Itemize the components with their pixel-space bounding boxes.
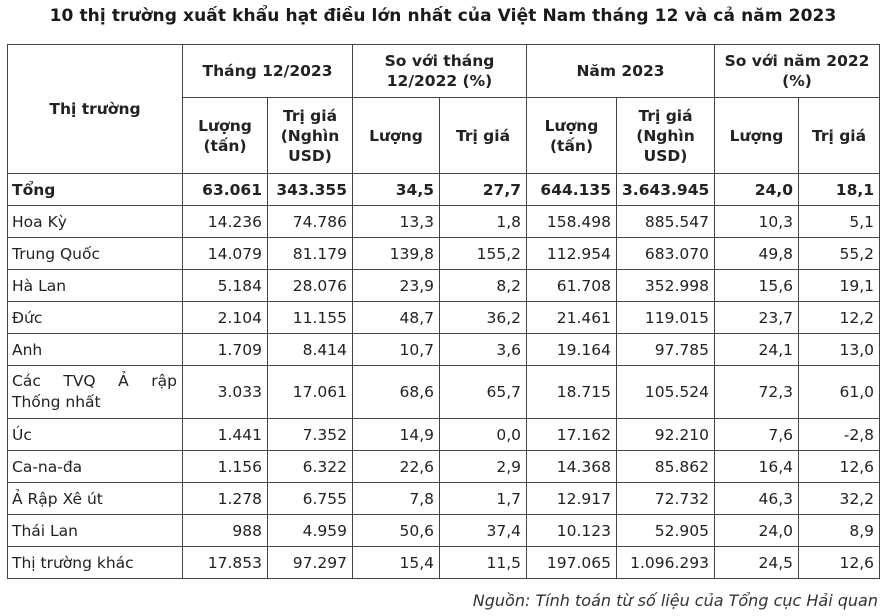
cell-market: Ả Rập Xê út [8,483,183,515]
cell-month-qty: 1.278 [183,483,268,515]
cell-vs-year-qty: 24,1 [715,334,799,366]
cell-vs-month-value: 8,2 [440,270,527,302]
header-month: Tháng 12/2023 [183,45,353,98]
cell-vs-year-value: 61,0 [799,366,880,419]
cell-vs-month-value: 155,2 [440,238,527,270]
table-row [8,419,880,451]
cell-month-value: 6.322 [268,451,353,483]
cell-vs-year-qty: 24,0 [715,515,799,547]
header-month-qty: Lượng (tấn) [183,98,268,174]
table-row [8,270,880,302]
cell-month-qty: 14.079 [183,238,268,270]
cell-vs-month-value: 65,7 [440,366,527,419]
cell-vs-year-qty: 24,0 [715,174,799,206]
cell-vs-year-value: 12,6 [799,547,880,579]
cell-month-qty: 1.156 [183,451,268,483]
cell-year-value: 52.905 [617,515,715,547]
header-vs-year-qty: Lượng [715,98,799,174]
cell-year-value: 1.096.293 [617,547,715,579]
cell-month-qty: 17.853 [183,547,268,579]
cell-vs-year-value: 12,2 [799,302,880,334]
cell-year-qty: 19.164 [527,334,617,366]
cell-vs-month-qty: 50,6 [353,515,440,547]
cell-market: Tổng [8,174,183,206]
cell-month-value: 8.414 [268,334,353,366]
cell-vs-month-qty: 7,8 [353,483,440,515]
table-row [8,483,880,515]
cell-vs-month-value: 11,5 [440,547,527,579]
page-title: 10 thị trường xuất khẩu hạt điều lớn nhất của Việt Nam tháng 12 và cả năm 2023 [49,6,837,26]
cell-vs-year-qty: 49,8 [715,238,799,270]
cell-year-value: 352.998 [617,270,715,302]
table-row [8,206,880,238]
cell-year-qty: 18.715 [527,366,617,419]
cell-vs-month-qty: 48,7 [353,302,440,334]
cell-market: Ca-na-đa [8,451,183,483]
cell-year-value: 885.547 [617,206,715,238]
cell-month-qty: 1.441 [183,419,268,451]
cell-vs-month-value: 2,9 [440,451,527,483]
cell-market: Trung Quốc [8,238,183,270]
table-row [8,302,880,334]
cell-year-qty: 197.065 [527,547,617,579]
table-row [8,238,880,270]
header-vs-month-qty: Lượng [353,98,440,174]
cell-vs-month-qty: 139,8 [353,238,440,270]
cell-vs-month-qty: 23,9 [353,270,440,302]
cell-month-qty: 2.104 [183,302,268,334]
cell-vs-year-value: 55,2 [799,238,880,270]
cell-vs-year-qty: 23,7 [715,302,799,334]
cell-month-value: 11.155 [268,302,353,334]
export-table [7,44,880,579]
cell-month-value: 343.355 [268,174,353,206]
cell-vs-month-value: 0,0 [440,419,527,451]
cell-month-value: 17.061 [268,366,353,419]
table-row [8,547,880,579]
header-market: Thị trường [8,45,183,174]
cell-month-value: 4.959 [268,515,353,547]
header-vs-year: So với năm 2022 (%) [715,45,880,98]
cell-vs-year-value: 13,0 [799,334,880,366]
header-vs-month-value: Trị giá [440,98,527,174]
cell-market: Đức [8,302,183,334]
cell-month-value: 74.786 [268,206,353,238]
cell-year-value: 3.643.945 [617,174,715,206]
cell-month-qty: 988 [183,515,268,547]
cell-vs-month-value: 36,2 [440,302,527,334]
cell-vs-month-value: 1,7 [440,483,527,515]
cell-year-value: 97.785 [617,334,715,366]
cell-vs-month-value: 37,4 [440,515,527,547]
cell-year-qty: 10.123 [527,515,617,547]
cell-month-value: 7.352 [268,419,353,451]
cell-market: Anh [8,334,183,366]
header-row-1 [8,45,880,98]
cell-year-value: 683.070 [617,238,715,270]
cell-month-value: 97.297 [268,547,353,579]
cell-vs-month-qty: 13,3 [353,206,440,238]
cell-market: Hoa Kỳ [8,206,183,238]
cell-vs-month-qty: 22,6 [353,451,440,483]
cell-vs-month-value: 3,6 [440,334,527,366]
cell-vs-year-value: 5,1 [799,206,880,238]
source-note: Nguồn: Tính toán từ số liệu của Tổng cục Hải quan [472,591,878,610]
cell-vs-year-qty: 16,4 [715,451,799,483]
cell-month-qty: 14.236 [183,206,268,238]
cell-vs-year-value: 18,1 [799,174,880,206]
cell-year-value: 72.732 [617,483,715,515]
cell-month-qty: 1.709 [183,334,268,366]
cell-month-value: 81.179 [268,238,353,270]
header-month-value: Trị giá (Nghìn USD) [268,98,353,174]
table-row [8,451,880,483]
cell-month-qty: 5.184 [183,270,268,302]
cell-vs-year-qty: 72,3 [715,366,799,419]
cell-month-qty: 63.061 [183,174,268,206]
cell-year-value: 105.524 [617,366,715,419]
cell-vs-year-qty: 24,5 [715,547,799,579]
cell-vs-month-value: 27,7 [440,174,527,206]
header-vs-month: So với tháng 12/2022 (%) [353,45,527,98]
cell-vs-month-qty: 15,4 [353,547,440,579]
table-row-total [8,174,880,206]
cell-vs-year-qty: 15,6 [715,270,799,302]
cell-year-qty: 112.954 [527,238,617,270]
table-row [8,515,880,547]
cell-vs-year-value: -2,8 [799,419,880,451]
cell-vs-year-value: 12,6 [799,451,880,483]
cell-year-qty: 12.917 [527,483,617,515]
cell-year-value: 92.210 [617,419,715,451]
cell-month-value: 28.076 [268,270,353,302]
cell-market: Úc [8,419,183,451]
cell-month-qty: 3.033 [183,366,268,419]
cell-vs-month-qty: 10,7 [353,334,440,366]
cell-market: Thái Lan [8,515,183,547]
cell-vs-month-qty: 14,9 [353,419,440,451]
cell-market: Các TVQ Ả rập Thống nhất [8,366,183,419]
cell-year-value: 85.862 [617,451,715,483]
header-year-value: Trị giá (Nghìn USD) [617,98,715,174]
cell-year-qty: 644.135 [527,174,617,206]
table-row [8,366,880,419]
cell-vs-month-value: 1,8 [440,206,527,238]
cell-vs-year-qty: 10,3 [715,206,799,238]
cell-vs-month-qty: 68,6 [353,366,440,419]
cell-year-qty: 14.368 [527,451,617,483]
cell-year-qty: 158.498 [527,206,617,238]
cell-year-qty: 61.708 [527,270,617,302]
table-row [8,334,880,366]
cell-market: Thị trường khác [8,547,183,579]
header-year-qty: Lượng (tấn) [527,98,617,174]
header-year: Năm 2023 [527,45,715,98]
cell-vs-year-qty: 7,6 [715,419,799,451]
cell-year-qty: 21.461 [527,302,617,334]
cell-market: Hà Lan [8,270,183,302]
cell-vs-month-qty: 34,5 [353,174,440,206]
header-vs-year-value: Trị giá [799,98,880,174]
cell-vs-year-value: 8,9 [799,515,880,547]
cell-vs-year-value: 19,1 [799,270,880,302]
cell-month-value: 6.755 [268,483,353,515]
cell-vs-year-value: 32,2 [799,483,880,515]
cell-vs-year-qty: 46,3 [715,483,799,515]
cell-year-qty: 17.162 [527,419,617,451]
cell-year-value: 119.015 [617,302,715,334]
